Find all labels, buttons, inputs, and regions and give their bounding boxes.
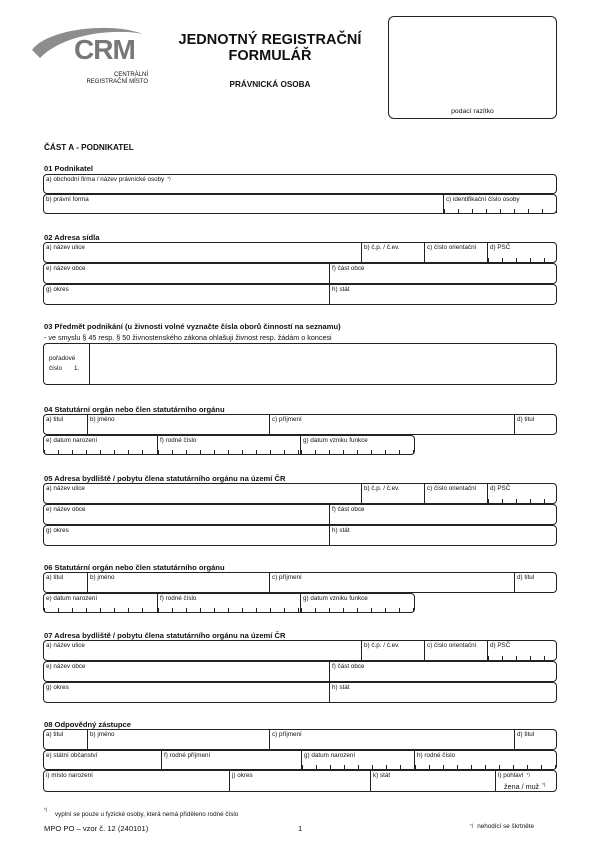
section-08-title: 08 Odpovědný zástupce [44, 720, 131, 729]
s08-rc-label: h) rodné číslo [417, 752, 456, 759]
s04-rc-label: f) rodné číslo [160, 437, 197, 444]
s04-datum-ticks [44, 450, 156, 454]
s02-row3 [43, 284, 557, 305]
s08-rc-field[interactable] [414, 751, 456, 769]
section-02-title: 02 Adresa sídla [44, 233, 100, 242]
s04-row2 [43, 435, 415, 455]
s07-cp-field[interactable] [361, 641, 400, 660]
s05-cast-obce-field[interactable] [329, 505, 365, 524]
s05-cp-label: b) č.p. / č.ev. [364, 485, 400, 492]
obchodni-firma-note: *) [167, 176, 171, 181]
s08-pohlavi-label [498, 772, 530, 779]
s05-stat-field[interactable] [329, 526, 350, 545]
strike-text: nehodící se škrtněte [477, 823, 534, 830]
s06-row2 [43, 593, 415, 613]
s08-datum-ticks [302, 765, 414, 769]
s07-row3 [43, 682, 557, 703]
s02-okres-label: g) okres [46, 286, 69, 293]
s05-orient-label: c) číslo orientační [427, 485, 477, 492]
s05-row2 [43, 504, 557, 525]
section-03-title: 03 Předmět podnikání (u živnosti volné vyznačte čísla oborů činností na seznamu) [44, 322, 341, 331]
poradove-label: pořadové [49, 355, 76, 362]
s07-cp-label: b) č.p. / č.ev. [364, 642, 400, 649]
s02-row2 [43, 263, 557, 284]
s08-okres-field[interactable] [229, 771, 253, 791]
s02-orient-label: c) číslo orientační [427, 244, 477, 251]
s04-jmeno-label: b) jméno [90, 416, 115, 423]
stamp-label: podací razítko [451, 108, 494, 115]
s02-cp-label: b) č.p. / č.ev. [364, 244, 400, 251]
stamp-box [388, 16, 557, 119]
page-number: 1 [298, 824, 303, 833]
section-04-title: 04 Statutární orgán nebo člen statutárního orgánu [44, 405, 225, 414]
s08-row1 [43, 729, 557, 750]
section-06-title: 06 Statutární orgán nebo člen statutárního orgánu [44, 563, 225, 572]
strike-mark: *) [470, 823, 474, 828]
s04-prijmeni-label: c) příjmení [272, 416, 302, 423]
ico-ticks [444, 209, 558, 213]
s06-rc-ticks [158, 608, 300, 612]
s08-datum-field[interactable] [301, 751, 356, 769]
s07-ulice-label: a) název ulice [46, 642, 85, 649]
part-title: ČÁST A - PODNIKATEL [44, 143, 134, 152]
s04-titul-d-field[interactable] [514, 415, 535, 434]
s07-orient-label: c) číslo orientační [427, 642, 477, 649]
s07-cast-obce-label: f) část obce [332, 663, 365, 670]
section-07-title: 07 Adresa bydliště / pobytu člena statutárního orgánu na území ČR [44, 631, 286, 640]
s06-vznik-field[interactable] [300, 594, 368, 612]
s06-jmeno-field[interactable] [87, 573, 115, 592]
s07-orient-field[interactable] [424, 641, 477, 660]
s07-psc-label: d) PSČ [490, 642, 511, 649]
s06-row1 [43, 572, 557, 593]
s07-stat-label: h) stát [332, 684, 350, 691]
s05-psc-label: d) PSČ [490, 485, 511, 492]
logo-line1: CENTRÁLNÍ [113, 72, 148, 78]
predmet-podnikani-field[interactable] [43, 343, 557, 385]
s05-stat-label: h) stát [332, 527, 350, 534]
s05-psc-ticks [488, 499, 558, 503]
s04-rc-ticks [158, 450, 300, 454]
s08-rodne-prijmeni-label: f) rodné příjmení [164, 752, 211, 759]
s02-stat-field[interactable] [329, 285, 350, 304]
logo-text: CRM [74, 34, 135, 65]
s08-stat-field[interactable] [370, 771, 391, 791]
s07-stat-field[interactable] [329, 683, 350, 702]
s04-titul-label: a) titul [46, 416, 64, 423]
s02-cast-obce-label: f) část obce [332, 265, 365, 272]
form-title-line2: FORMULÁŘ [228, 48, 312, 64]
s08-datum-label: g) datum narození [304, 752, 356, 759]
s08-zena-muz[interactable] [504, 782, 545, 791]
s07-cast-obce-field[interactable] [329, 662, 365, 681]
s08-rodne-prijmeni-field[interactable] [161, 751, 211, 769]
ico-label: c) identifikační číslo osoby [446, 196, 520, 203]
s07-okres-label: g) okres [46, 684, 69, 691]
s06-rc-field[interactable] [157, 594, 197, 612]
strike-note [470, 823, 534, 830]
s05-row3 [43, 525, 557, 546]
s08-row2 [43, 750, 557, 770]
s04-vznik-ticks [301, 450, 415, 454]
obchodni-firma-field[interactable] [43, 174, 557, 194]
s06-vznik-ticks [301, 608, 415, 612]
s06-datum-label: e) datum narození [46, 595, 98, 602]
s06-titul-d-field[interactable] [514, 573, 535, 592]
s07-row1 [43, 640, 557, 661]
form-title-line1: JEDNOTNÝ REGISTRAČNÍ [178, 32, 362, 48]
s07-psc-field[interactable] [487, 641, 511, 660]
section-03-subtitle: - ve smyslu § 45 resp. § 50 živnostenského zákona ohlašuji živnost resp. žádám o koncesi [44, 333, 332, 342]
predmet-divider [89, 344, 90, 384]
s04-titul-d-label: d) titul [517, 416, 535, 423]
s06-vznik-label: g) datum vzniku funkce [303, 595, 368, 602]
s02-cp-field[interactable] [361, 243, 400, 262]
s08-pohlavi-text: l) pohlaví [498, 772, 524, 779]
pravni-forma-label: b) právní forma [46, 196, 89, 203]
s08-pohlavi-note: *) [526, 772, 530, 777]
s02-psc-label: d) PSČ [490, 244, 511, 251]
s07-psc-ticks [488, 656, 558, 660]
s08-titul-label: a) titul [46, 731, 64, 738]
s08-prijmeni-field[interactable] [269, 730, 302, 749]
s08-zena-muz-text: žena / muž [504, 782, 540, 791]
s05-obec-label: e) název obce [46, 506, 86, 513]
s08-okres-label: j) okres [232, 772, 253, 779]
s04-vznik-label: g) datum vzniku funkce [303, 437, 368, 444]
section-05-title: 05 Adresa bydliště / pobytu člena statutárního orgánu na území ČR [44, 474, 286, 483]
obchodni-firma-label [46, 176, 171, 183]
s04-rc-field[interactable] [157, 436, 197, 454]
s06-rc-label: f) rodné číslo [160, 595, 197, 602]
s04-datum-label: e) datum narození [46, 437, 98, 444]
s02-obec-label: e) název obce [46, 265, 86, 272]
s04-prijmeni-field[interactable] [269, 415, 302, 434]
s02-row1 [43, 242, 557, 263]
s08-jmeno-label: b) jméno [90, 731, 115, 738]
pravni-forma-field[interactable] [43, 194, 557, 214]
s08-zena-muz-note: *) [542, 782, 546, 787]
logo-line2: REGISTRAČNÍ MÍSTO [86, 79, 148, 85]
s08-stat-label: k) stát [373, 772, 391, 779]
s08-titul-d-label: d) titul [517, 731, 535, 738]
s06-prijmeni-label: c) příjmení [272, 574, 302, 581]
s08-row3 [43, 770, 557, 792]
s06-titul-label: a) titul [46, 574, 64, 581]
s08-pohlavi-field[interactable] [495, 771, 546, 791]
s08-misto-label: i) místo narození [46, 772, 93, 779]
s05-row1 [43, 483, 557, 504]
s08-titul-d-field[interactable] [514, 730, 535, 749]
s02-cast-obce-field[interactable] [329, 264, 365, 283]
s06-datum-ticks [44, 608, 156, 612]
s02-orient-field[interactable] [424, 243, 477, 262]
s06-prijmeni-field[interactable] [269, 573, 302, 592]
form-subtitle: PRÁVNICKÁ OSOBA [229, 80, 311, 89]
s08-jmeno-field[interactable] [87, 730, 115, 749]
s05-psc-field[interactable] [487, 484, 511, 503]
s05-okres-label: g) okres [46, 527, 69, 534]
s05-ulice-label: a) název ulice [46, 485, 85, 492]
footnote-mark: *) [44, 807, 48, 812]
s05-cast-obce-label: f) část obce [332, 506, 365, 513]
s06-jmeno-label: b) jméno [90, 574, 115, 581]
s05-cp-field[interactable] [361, 484, 400, 503]
footnote-text: vyplní se pouze u fyzické osoby, která nemá přiděleno rodné číslo [55, 811, 239, 818]
s02-ulice-label: a) název ulice [46, 244, 85, 251]
cislo-number: 1. [74, 365, 80, 372]
s07-obec-label: e) název obce [46, 663, 86, 670]
s06-titul-d-label: d) titul [517, 574, 535, 581]
s02-psc-ticks [488, 258, 558, 262]
s07-row2 [43, 661, 557, 682]
obchodni-firma-text: a) obchodní firma / název právnické osoby [46, 176, 165, 183]
ico-field[interactable] [443, 195, 520, 213]
crm-logo [28, 18, 148, 88]
s08-prijmeni-label: c) příjmení [272, 731, 302, 738]
s04-row1 [43, 414, 557, 435]
s02-stat-label: h) stát [332, 286, 350, 293]
s02-psc-field[interactable] [487, 243, 511, 262]
s08-obcanstvi-label: e) státní občanství [46, 752, 98, 759]
cislo-label: číslo [49, 365, 62, 372]
s08-rc-ticks [415, 765, 557, 769]
form-code: MPO PO – vzor č. 12 (240101) [44, 824, 149, 833]
s04-vznik-field[interactable] [300, 436, 368, 454]
s05-orient-field[interactable] [424, 484, 477, 503]
s04-jmeno-field[interactable] [87, 415, 115, 434]
section-01-title: 01 Podnikatel [44, 164, 93, 173]
